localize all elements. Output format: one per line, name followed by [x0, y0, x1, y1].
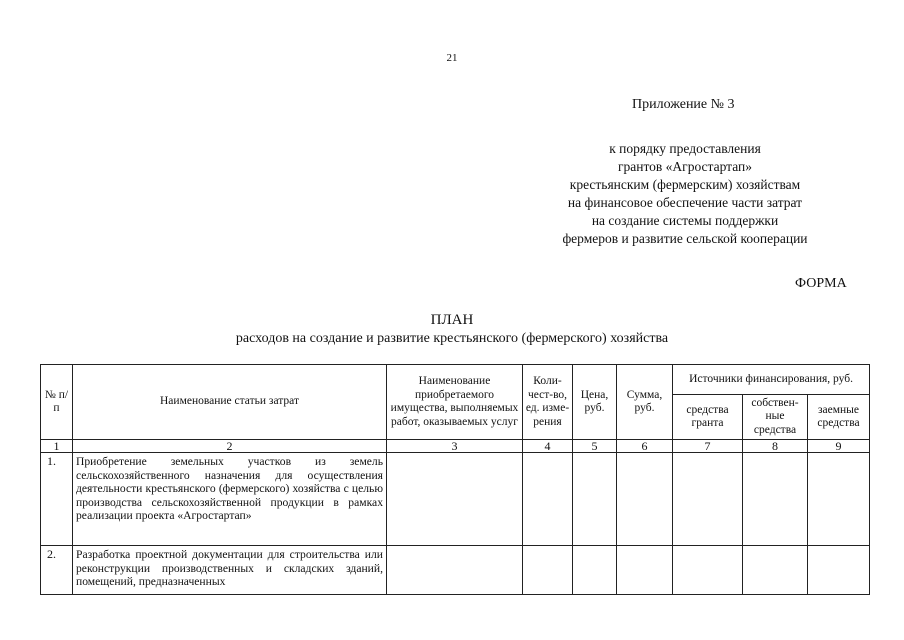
empty-cell	[387, 546, 523, 595]
header-property: Наименование приобретаемого имущества, выполняемых работ, оказываемых услуг	[387, 365, 523, 440]
empty-cell	[673, 546, 743, 595]
expense-plan-table	[40, 364, 870, 595]
row-number: 2.	[41, 546, 73, 595]
column-number: 2	[73, 440, 387, 453]
annotation-line: к порядку предоставления	[609, 141, 761, 156]
form-label: ФОРМА	[795, 276, 847, 291]
empty-cell	[808, 453, 870, 546]
empty-cell	[573, 453, 617, 546]
row-number: 1.	[41, 453, 73, 546]
empty-cell	[387, 453, 523, 546]
header-item: Наименование статьи затрат	[73, 365, 387, 440]
header-grant: средства гранта	[673, 395, 743, 440]
annotation-line: крестьянским (фермерским) хозяйствам	[569, 177, 801, 192]
column-number: 3	[387, 440, 523, 453]
column-number: 9	[808, 440, 870, 453]
empty-cell	[673, 453, 743, 546]
empty-cell	[808, 546, 870, 595]
column-number: 4	[523, 440, 573, 453]
header-price: Цена, руб.	[573, 365, 617, 440]
annotation-line: фермеров и развитие сельской кооперации	[562, 231, 808, 246]
appendix-annotation	[530, 140, 840, 248]
page-number: 21	[446, 52, 458, 64]
empty-cell	[743, 546, 808, 595]
row-description: Приобретение земельных участков из земель сельскохозяйственного назначения для осуществления деятельности крестьянского (фермерского) хозяйства с целью производства сельскохозяйственной продукции в рамках реализации проекта «Агростартап»	[73, 453, 387, 546]
empty-cell	[573, 546, 617, 595]
plan-subtitle: расходов на создание и развитие крестьянского (фермерского) хозяйства	[235, 331, 669, 346]
column-number: 5	[573, 440, 617, 453]
empty-cell	[743, 453, 808, 546]
header-sum: Сумма, руб.	[617, 365, 673, 440]
annotation-line: на создание системы поддержки	[591, 213, 779, 228]
header-loan: заемные средства	[808, 395, 870, 440]
annotation-line: грантов «Агростартап»	[617, 159, 753, 174]
column-number: 7	[673, 440, 743, 453]
empty-cell	[617, 546, 673, 595]
row-description-cell	[73, 546, 387, 595]
header-funding-sources: Источники финансирования, руб.	[673, 365, 870, 395]
column-number: 6	[617, 440, 673, 453]
row-description: Разработка проектной документации для строительства или реконструкции производственных и складских зданий, помещений, предназначенных	[76, 548, 383, 588]
column-number: 1	[41, 440, 73, 453]
header-quantity: Коли-чест-во, ед. изме-рения	[523, 365, 573, 440]
column-number: 8	[743, 440, 808, 453]
annotation-line: на финансовое обеспечение части затрат	[567, 195, 803, 210]
empty-cell	[523, 546, 573, 595]
table-row	[41, 453, 870, 546]
plan-title: ПЛАН	[430, 312, 474, 328]
table-row	[41, 546, 870, 595]
empty-cell	[523, 453, 573, 546]
header-num: № п/п	[41, 365, 73, 440]
header-own: собствен-ные средства	[743, 395, 808, 440]
appendix-title: Приложение № 3	[632, 97, 735, 112]
empty-cell	[617, 453, 673, 546]
